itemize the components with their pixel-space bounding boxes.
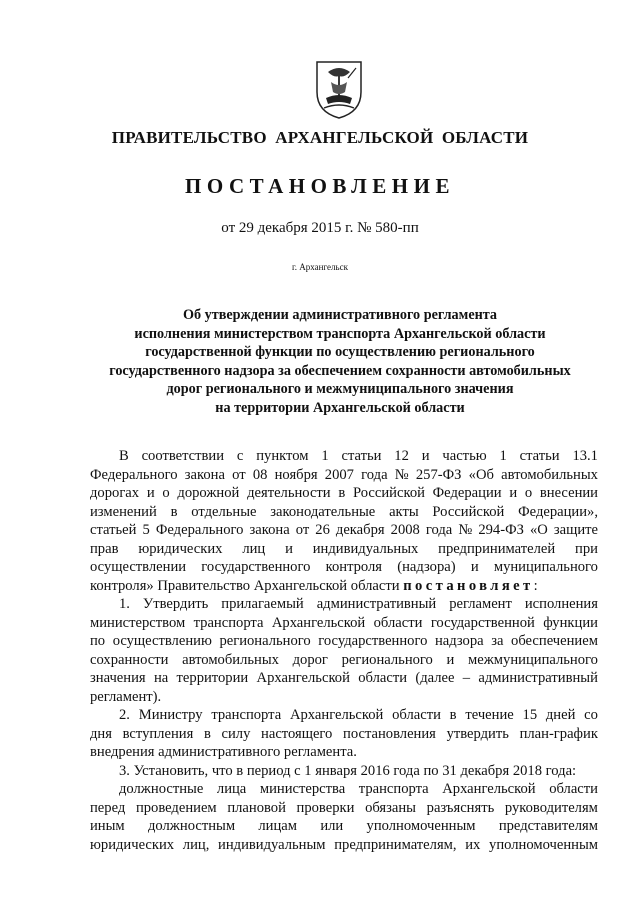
word: транспорта [193,614,264,631]
word: о [162,485,170,501]
word: 5 [142,522,150,538]
word: и [285,540,293,557]
word: Архангельской [271,614,366,631]
word: отдельные [191,503,257,520]
word: их [465,836,481,853]
word: прав [90,540,119,557]
document-date-number: от 29 декабря 2015 г. № 580-пп [221,220,419,236]
word: в [203,725,211,742]
body-line [90,799,598,818]
body-line [90,484,598,503]
word: дорожной [177,485,240,501]
word: закона [184,466,225,483]
word: регионального [341,651,433,668]
word: индивидуальных [312,540,419,557]
word: деятельности [247,485,331,501]
word: дорогах [90,485,140,501]
word: уполномоченным [489,836,598,853]
body-line [90,725,598,744]
body-line [90,780,598,799]
word: статьи [519,448,560,464]
word: 2007 [324,466,354,483]
word: Российской [432,503,505,520]
word: юридических [138,540,223,557]
title-line: государственного надзора за обеспечением сохранности автомобильных [109,362,571,379]
document-city: г. Архангельск [292,262,348,272]
word: изменений [90,503,157,520]
word: (надзора) [397,559,456,575]
word: Российской [353,485,425,501]
word: соответствии [141,448,225,464]
word: силу [221,725,251,742]
word: лица [216,781,247,797]
word: и [470,559,479,575]
word: министерством [90,614,186,631]
body-line-resolves [90,577,598,596]
word: должностным [147,818,236,834]
word: в [338,485,346,501]
word: муниципального [493,559,598,575]
word: регионального [219,633,311,649]
word: области [392,707,441,723]
body-line [90,503,598,522]
body-line: регламент). [90,688,162,705]
word: года [361,466,388,483]
word: статьи [341,448,382,464]
title-line: на территории Архангельской области [215,399,465,416]
word: контроля [325,559,383,575]
word: функции [543,614,598,631]
word: представителям [498,818,598,834]
word: постановления [343,725,436,742]
word: 2. [119,707,130,723]
word: 1. [119,596,130,612]
word: 257-ФЗ [415,466,462,483]
word: обязаны [365,799,416,816]
body-line [90,466,598,485]
title-line: государственной функции по осуществлению регионального [145,344,535,360]
body-line [90,817,598,836]
word: транспорта [358,781,429,797]
word: при [575,540,598,557]
word: Архангельской [256,670,350,686]
body-line [90,836,598,855]
word: автомобильных [182,651,279,668]
body-line [90,669,598,688]
word: утвердить [446,725,509,742]
word: за [491,633,504,649]
body-line [90,706,598,725]
word: 294-ФЗ [478,522,524,538]
word: юридических [90,836,175,853]
word: декабря [335,522,385,538]
word: обеспечением [511,633,598,649]
word: административный [316,596,437,612]
word: межмуниципального [468,651,598,668]
word: 26 [315,522,330,538]
word: Федерации», [518,503,598,520]
word: надзора [434,633,484,649]
body-line [90,447,598,466]
word: лицам [258,818,297,834]
word: 12 [394,448,409,464]
document-body [90,447,598,854]
word: дня [90,725,112,742]
word: области [373,614,423,631]
word: № [458,522,473,538]
word: прилагаемый [221,596,304,612]
word: 08 [252,466,268,483]
word: Архангельской [442,781,536,797]
document-type-heading: ПОСТАНОВЛЕНИЕ [185,174,455,198]
word: акты [389,503,419,520]
word: в [449,707,457,723]
word: осуществлению [112,633,212,649]
word: осуществлении [90,559,187,575]
word: сохранности [90,651,169,668]
word: и [509,485,518,501]
body-line: 3. Установить, что в период с 1 января 2016 года по 31 декабря 2018 года: [119,762,577,779]
word: должностные [119,781,204,797]
body-text: контроля» Правительство Архангельской области [90,577,400,594]
word: от [295,522,310,538]
word: государственной [430,614,535,631]
word: вступления [122,725,194,742]
government-heading: ПРАВИТЕЛЬСТВО АРХАНГЕЛЬСКОЙ ОБЛАСТИ [111,128,529,147]
body-line [90,521,598,540]
coat-of-arms-emblem [314,58,364,120]
body-line [90,651,598,670]
word: значения [90,670,146,686]
word: «О [529,522,548,538]
word: проверки [296,799,355,816]
word: статьей [90,522,137,538]
word: Утвердить [142,596,209,612]
word: уполномоченным [366,818,476,834]
word: 1 [499,448,507,464]
word: предпринимателей [438,540,556,557]
word: В [119,448,129,464]
word: в [170,503,178,520]
body-line [90,632,598,651]
body-line: внедрения административного регламента. [90,744,357,760]
word: закона [249,522,290,538]
title-line: Об утверждении административного регламента [182,307,498,323]
word: Архангельской [289,707,384,723]
word: государственного [318,633,428,649]
word: территории [176,670,249,686]
word: Федерального [90,466,178,483]
word: индивидуальным [218,836,326,853]
word: разъяснять [426,799,495,816]
body-line [90,595,598,614]
document-title [70,306,610,417]
word: и [421,448,430,464]
word: «Об [468,466,494,483]
word: дорог [292,651,328,668]
word: 1 [321,448,329,464]
word: Федерального [155,522,244,538]
word: о [524,485,533,501]
word: министерства [259,781,346,797]
word: года [425,522,453,538]
word: административный [478,670,598,686]
body-line [90,614,598,633]
word: защите [553,522,598,538]
word: по [90,633,106,649]
word: автомобильных [501,466,598,483]
word: области [549,781,598,797]
word: лиц [242,540,266,557]
word: – [462,670,471,686]
body-line [90,540,598,559]
word: Министру [138,707,203,723]
word: № [394,466,409,483]
word: ноября [274,466,318,483]
word: 2008 [390,522,420,538]
body-text: : [533,577,538,594]
word: законодательные [270,503,376,520]
word: от [232,466,246,483]
word: руководителям [504,799,598,816]
word: дней [545,707,576,723]
word: или [320,818,344,834]
title-line: дорог регионального и межмуниципального значения [166,381,514,397]
word: внесении [539,485,598,501]
word: и [146,485,155,501]
word: план-график [519,725,598,742]
word: предпринимателям, [334,836,457,853]
word: течение [465,707,514,723]
word: лиц, [182,836,210,853]
word: частью [442,448,487,464]
word: 15 [522,707,538,723]
word: со [584,707,598,723]
word: и [446,651,455,668]
word: (далее [415,670,455,686]
word: с [236,448,244,464]
word: иным [90,818,125,834]
word: области [358,670,408,686]
title-line: исполнения министерством транспорта Архангельской области [134,325,546,342]
word: исполнения [524,596,598,612]
word: плановой [227,799,286,816]
word: государственного [201,559,311,575]
word: регламент [449,596,512,612]
word: пунктом [256,448,309,464]
body-line [90,558,598,577]
word: перед [90,799,126,816]
word: 13.1 [572,448,598,464]
word: настоящего [261,725,333,742]
resolves-keyword: постановляет [403,577,534,594]
word: проведением [135,799,217,816]
word: Федерации [432,485,502,501]
word: транспорта [211,707,282,723]
word: на [153,670,169,686]
